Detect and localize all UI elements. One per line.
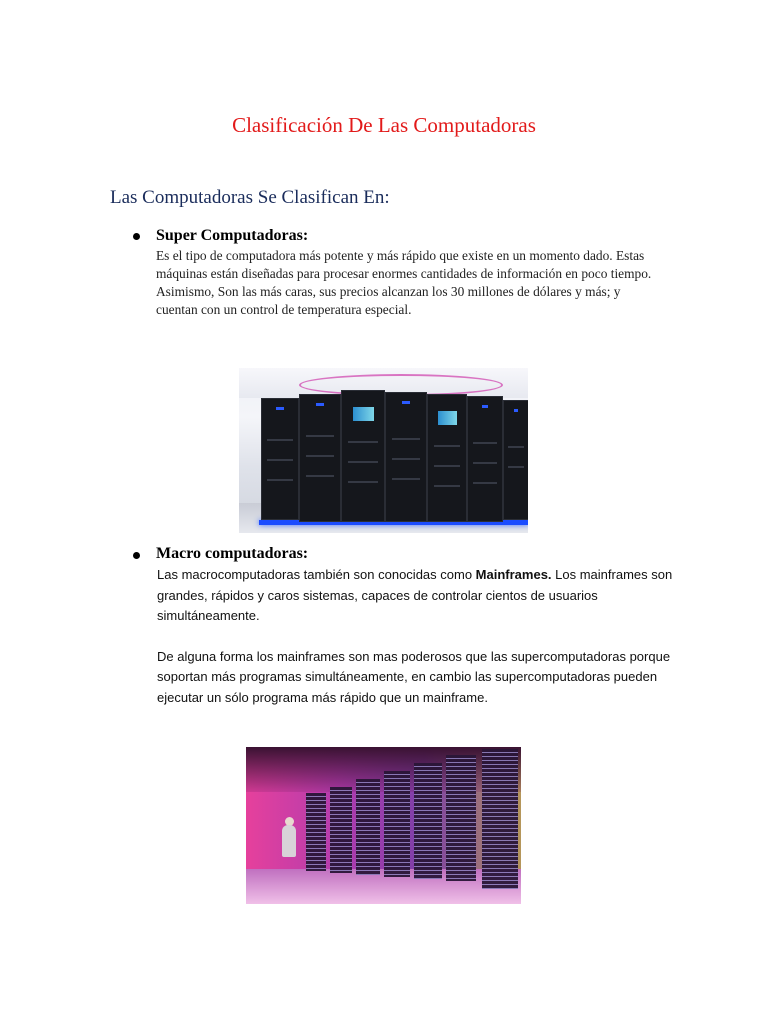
section-heading: Las Computadoras Se Clasifican En:: [110, 187, 390, 208]
super-computadoras-text: [156, 247, 656, 319]
paragraph: De alguna forma los mainframes son mas poderosos que las supercomputadoras porque soportan más programas simultáneamente, en cambio las supercomputadoras pueden ejecutar un sólo programa más rápido que un mainframe.: [157, 648, 671, 705]
document-title: Clasificación De Las Computadoras: [232, 113, 536, 137]
super-computadoras-title: Super Computadoras:: [156, 227, 309, 244]
mainframe-image: [246, 747, 521, 904]
paragraph: Las macrocomputadoras también son conocidas como Mainframes. Los mainframes son grandes, rápidos y caros sistemas, capaces de controlar cientos de usuarios simultáneamente.: [157, 567, 673, 623]
macro-computadoras-title: Macro computadoras:: [156, 545, 309, 562]
macro-computadoras-text: [157, 565, 677, 708]
paragraph: Es el tipo de computadora más potente y más rápido que existe en un momento dado. Estas máquinas están diseñadas para procesar enormes cantidades de información en poco tiempo.: [156, 248, 652, 281]
supercomputer-image: [239, 368, 528, 533]
bullet-icon: [133, 233, 140, 240]
bullet-icon: [133, 552, 140, 559]
paragraph: Asimismo, Son las más caras, sus precios alcanzan los 30 millones de dólares y más; y cuentan con un control de temperatura especial.: [156, 284, 621, 317]
